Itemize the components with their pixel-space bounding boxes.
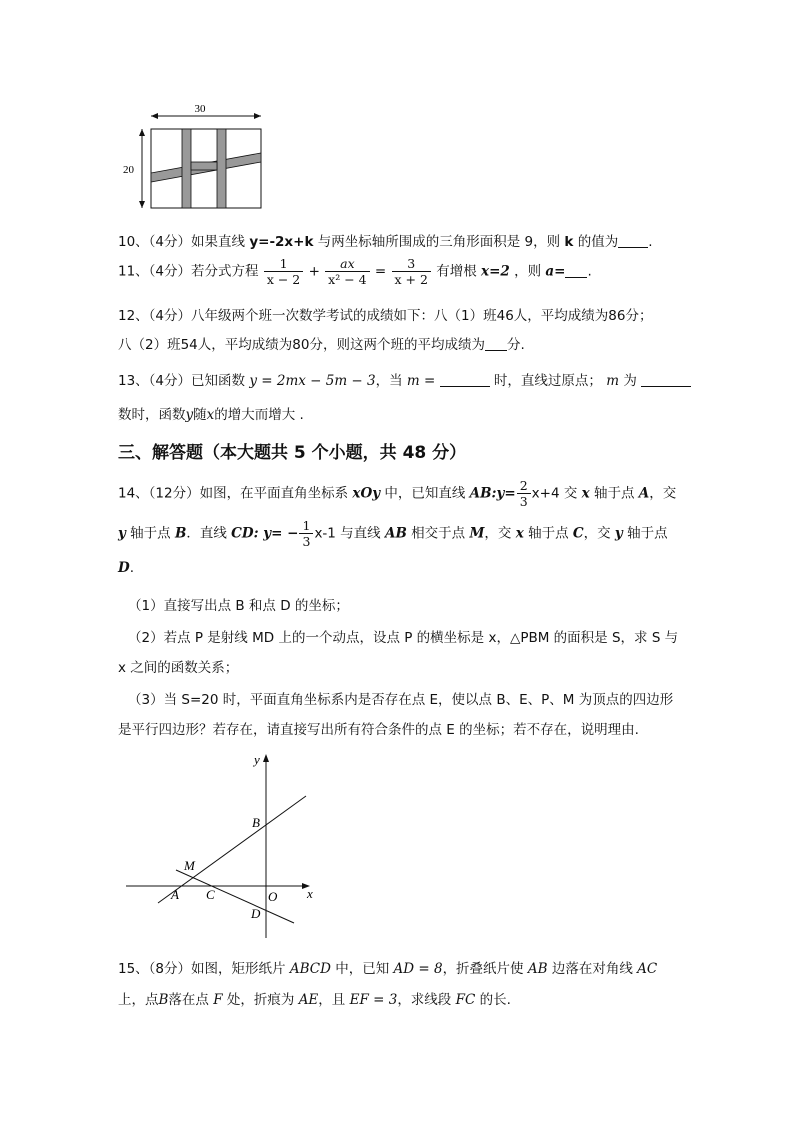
q15-l2-f: F xyxy=(213,992,223,1008)
width-arrow-left xyxy=(151,113,158,119)
x-axis-label: x xyxy=(307,886,313,901)
q11-f1-den: x − 2 xyxy=(266,272,301,287)
q14-l2-prefix: 轴于点 xyxy=(130,525,171,542)
question-12-line-2 xyxy=(118,333,525,353)
q14-l2-post4: 轴于点 xyxy=(528,525,569,542)
question-13-line-2 xyxy=(118,403,304,423)
q10-post: 的值为 xyxy=(577,234,619,250)
question-13-line-1 xyxy=(118,369,691,389)
q10-k: k xyxy=(564,234,574,250)
q14-l3-d: D xyxy=(118,560,130,576)
question-10 xyxy=(118,230,653,250)
q15-l1-abcd: ABCD xyxy=(289,961,331,977)
q15-l1-mid: 中，已知 xyxy=(335,961,390,977)
q15-l1-ab: AB xyxy=(527,961,548,977)
q13-m-equals: m = xyxy=(406,373,436,389)
question-14-part-2-line-2 xyxy=(118,656,238,676)
q14-l1-post2: 轴于点 xyxy=(593,485,635,502)
q11-fraction-2 xyxy=(325,256,369,287)
q11-f2-den: x² − 4 xyxy=(328,272,367,287)
question-15-line-1 xyxy=(118,957,657,977)
question-15-line-2 xyxy=(118,988,511,1008)
height-label: 20 xyxy=(123,164,134,176)
q15-l2-prefix: 上，点 xyxy=(118,992,159,1008)
q14-l1-post3: ，交 xyxy=(649,485,677,502)
q14-l1-a: A xyxy=(638,485,650,502)
point-c-label: C xyxy=(206,887,215,902)
q14-l2-post3: ，交 xyxy=(484,525,512,542)
q11-f1-num: 1 xyxy=(264,256,303,272)
q12-line2-prefix: 八（2）班54人，平均成绩为80分，则这两个班的平均成绩为 xyxy=(118,337,485,353)
q14-l1-mid: 中，已知直线 xyxy=(384,485,466,502)
q11-sep: ，则 xyxy=(514,263,542,280)
point-a-label: A xyxy=(171,887,179,902)
q14-l3-end: . xyxy=(129,560,135,576)
q11-f3-num: 3 xyxy=(392,256,431,272)
q14-l2-fnum: 1 xyxy=(299,518,313,534)
q11-f2-num: ax xyxy=(325,256,369,272)
q14-l2-m: M xyxy=(469,525,485,542)
q14-l1-eq: :y= xyxy=(491,485,516,502)
q15-l1-prefix: 15、（8分）如图，矩形纸片 xyxy=(118,961,286,977)
q13-line2-prefix: 数时，函数 xyxy=(118,407,186,423)
q14-l1-fraction xyxy=(517,478,531,509)
q13-mid1: ，当 xyxy=(375,373,403,389)
q15-l2-end: 的长. xyxy=(479,992,511,1008)
q14-l1-ab: AB xyxy=(469,485,492,502)
q11-answer-blank[interactable] xyxy=(565,265,587,278)
q10-equation: y=-2x+k xyxy=(249,234,314,250)
q13-line2-mid: 随 xyxy=(193,407,207,423)
y-axis-arrow xyxy=(263,754,269,762)
q11-f3-den: x + 2 xyxy=(394,272,428,287)
q11-root: x=2 xyxy=(481,263,510,280)
q13-mid3: 为 xyxy=(623,373,637,389)
q14-l1-xoy: xOy xyxy=(352,485,381,502)
q11-fraction-3 xyxy=(392,256,431,287)
q14-l2-ab: AB xyxy=(384,525,407,542)
point-o-label: O xyxy=(268,889,278,904)
q10-answer-blank[interactable] xyxy=(618,235,648,248)
q13-y: y xyxy=(185,407,194,423)
q13-x: x xyxy=(206,407,215,423)
q15-l2-mid: 落在点 xyxy=(168,992,209,1008)
q15-l2-fc: FC xyxy=(455,992,476,1008)
question-14-line-3 xyxy=(118,560,134,576)
q12-line2-post: 分. xyxy=(506,337,525,353)
q15-l2-mid3: ，且 xyxy=(318,992,346,1008)
q14-l2-post: x-1 与直线 xyxy=(314,525,381,542)
q14-l1-fnum: 2 xyxy=(517,478,531,494)
height-arrow-bottom xyxy=(139,201,145,208)
q15-l2-mid2: 处，折痕为 xyxy=(226,992,295,1008)
q10-prefix: 10、（4分）如果直线 xyxy=(118,234,246,250)
section-3-title: 三、解答题（本大题共 5 个小题，共 48 分） xyxy=(118,443,467,463)
vertical-road-right xyxy=(217,129,226,208)
q14-l1-prefix: 14、（12分）如图，在平面直角坐标系 xyxy=(118,485,349,502)
line-ab xyxy=(158,796,306,903)
q14-l1-post: x+4 交 xyxy=(531,485,578,502)
q12-answer-blank[interactable] xyxy=(485,338,507,351)
question-14-part-3-line-1 xyxy=(128,688,673,708)
q13-function: y = 2mx − 5m − 3 xyxy=(249,373,376,389)
q14-part3-text-2: 是平行四边形？若存在，请直接写出所有符合条件的点 E 的坐标；若不存在，说明理由. xyxy=(118,722,639,738)
q13-m: m xyxy=(606,373,620,389)
q15-l2-mid4: ，求线段 xyxy=(397,992,452,1008)
q14-l2-post6: 轴于点 xyxy=(627,525,668,542)
q14-l2-fden: 3 xyxy=(302,534,311,549)
q14-l2-post2: 相交于点 xyxy=(411,525,466,542)
q13-mid2: 时，直线过原点； xyxy=(493,373,602,389)
q15-l2-ae: AE xyxy=(298,992,319,1008)
y-axis-label: y xyxy=(254,752,260,767)
q14-part3-text-1: （3）当 S=20 时，平面直角坐标系内是否存在点 E，使以点 B、E、P、M 为顶点的四边形 xyxy=(128,692,674,708)
width-arrow-right xyxy=(254,113,261,119)
q15-l1-ac: AC xyxy=(637,961,658,977)
q14-l2-post5: ，交 xyxy=(583,525,611,542)
q15-l1-ad: AD = 8 xyxy=(393,961,443,977)
point-m-label: M xyxy=(184,858,195,873)
q14-l2-b: B xyxy=(174,525,187,542)
question-14-part-3-line-2 xyxy=(118,718,639,738)
q11-fraction-1 xyxy=(264,256,303,287)
q13-answer-blank-2[interactable] xyxy=(641,374,691,387)
q11-middle: 有增根 xyxy=(436,263,477,280)
q10-middle: 与两坐标轴所围成的三角形面积是 9，则 xyxy=(317,234,561,250)
question-11 xyxy=(118,256,592,287)
q15-l1-mid3: 边落在对角线 xyxy=(551,961,633,977)
q14-l1-fden: 3 xyxy=(519,494,528,509)
q15-l2-ef: EF = 3 xyxy=(349,992,398,1008)
q12-line1: 12、（4分）八年级两个班一次数学考试的成绩如下：八（1）班46人，平均成绩为86分； xyxy=(118,308,653,324)
q11-plus: + xyxy=(308,263,320,280)
q14-part2-text-1: （2）若点 P 是射线 MD 上的一个动点，设点 P 的横坐标是 x，△PBM 的面积是 S，求 S 与 xyxy=(128,630,679,646)
horizontal-road xyxy=(191,162,217,170)
q14-part2-text-2: x 之间的函数关系； xyxy=(118,660,239,676)
q14-l2-x: x xyxy=(515,525,524,542)
q15-l1-mid2: ，折叠纸片使 xyxy=(442,961,524,977)
q14-l2-y2: y xyxy=(614,525,623,542)
road-rectangle-figure xyxy=(118,98,278,213)
q14-l2-c: C xyxy=(572,525,584,542)
q15-l2-b: B xyxy=(158,992,169,1008)
coordinate-figure xyxy=(118,748,328,943)
question-12-line-1 xyxy=(118,304,652,324)
q14-l2-fraction xyxy=(299,518,313,549)
q13-prefix: 13、（4分）已知函数 xyxy=(118,373,246,389)
q10-end: . xyxy=(648,234,653,250)
q14-l2-mid: ．直线 xyxy=(186,525,227,542)
q11-prefix: 11、（4分）若分式方程 xyxy=(118,263,259,280)
question-14-line-1 xyxy=(118,478,676,509)
point-d-label: D xyxy=(251,906,261,921)
q14-l1-x: x xyxy=(581,485,590,502)
question-14-line-2 xyxy=(118,518,668,549)
q14-part1-text: （1）直接写出点 B 和点 D 的坐标； xyxy=(128,598,349,614)
q11-end: . xyxy=(587,263,592,280)
vertical-road-left xyxy=(182,129,191,208)
question-14-part-2-line-1 xyxy=(128,626,678,646)
q13-answer-blank-1[interactable] xyxy=(440,374,490,387)
width-label: 30 xyxy=(194,103,206,115)
q11-equals: = xyxy=(374,263,387,280)
q13-line2-post: 的增大而增大 . xyxy=(214,407,304,423)
q14-l2-eq: : y= − xyxy=(253,525,299,542)
q11-a: a= xyxy=(545,263,566,280)
point-b-label: B xyxy=(252,815,260,830)
q14-l2-y: y xyxy=(118,525,126,542)
height-arrow-top xyxy=(139,129,145,136)
question-14-part-1 xyxy=(128,594,349,614)
q14-l2-cd: CD xyxy=(231,525,254,542)
